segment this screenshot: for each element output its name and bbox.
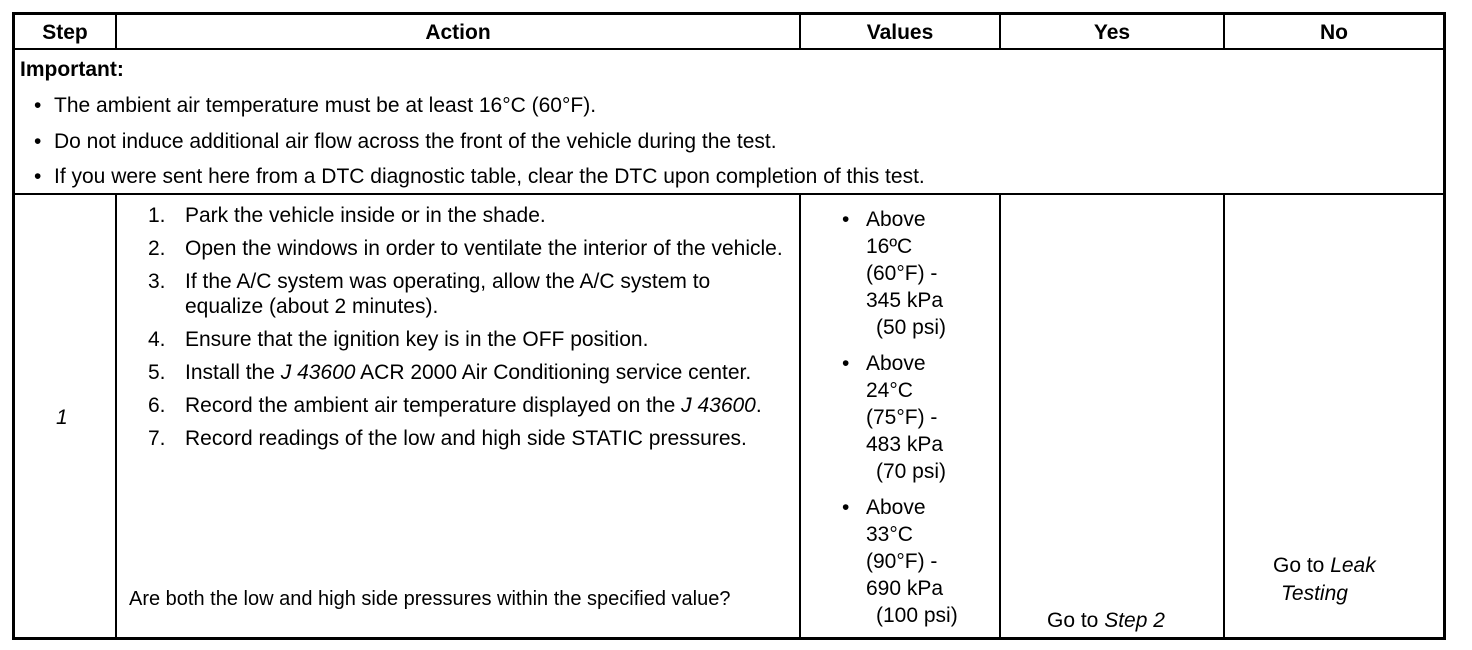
value-line: Above <box>866 208 926 231</box>
action-text: Record readings of the low and high side STATIC pressures. <box>185 427 747 450</box>
col-divider <box>999 195 1001 640</box>
action-number: 6. <box>148 394 166 417</box>
action-number: 2. <box>148 237 166 260</box>
header-step: Step <box>42 21 88 44</box>
value-line: 33°C <box>866 523 913 546</box>
bullet-icon: • <box>842 496 850 519</box>
important-bullet-text: Do not induce additional air flow across the front of the vehicle during the test. <box>54 130 777 153</box>
important-bullet <box>34 94 597 118</box>
step-2-link[interactable]: Step 2 <box>1104 609 1165 632</box>
value-line: 345 kPa <box>866 289 944 312</box>
value-line: (90°F) - <box>866 550 938 573</box>
action-item <box>130 269 790 319</box>
value-line: 690 kPa <box>866 577 944 600</box>
action-item <box>130 327 790 352</box>
important-bullet-text: If you were sent here from a DTC diagnostic table, clear the DTC upon completion of this test. <box>54 165 925 188</box>
value-line: (60°F) - <box>866 262 938 285</box>
action-text: Ensure that the ignition key is in the OFF position. <box>185 328 649 351</box>
step-number: 1 <box>56 406 68 429</box>
action-question: Are both the low and high side pressures within the specified value? <box>129 588 731 610</box>
bullet-icon: • <box>842 208 850 231</box>
action-text: Park the vehicle inside or in the shade. <box>185 204 546 227</box>
important-bullet <box>34 130 777 154</box>
bullet-icon: • <box>34 165 42 188</box>
header-no: No <box>1320 21 1348 44</box>
action-item <box>130 360 790 385</box>
tool-reference: J 43600 <box>681 394 756 417</box>
col-divider <box>1223 195 1225 640</box>
action-list <box>130 203 790 459</box>
bullet-icon: • <box>34 94 42 117</box>
important-title: Important: <box>20 58 124 81</box>
action-item <box>130 426 790 451</box>
header-divider <box>15 48 1443 50</box>
header-yes: Yes <box>1093 21 1131 44</box>
action-text-pre: Install the <box>185 361 281 384</box>
col-divider <box>799 15 801 48</box>
col-divider <box>115 195 117 640</box>
action-number: 4. <box>148 328 166 351</box>
no-text: Go to <box>1273 554 1331 577</box>
value-line: (50 psi) <box>876 316 947 339</box>
bullet-icon: • <box>34 130 42 153</box>
action-text: If the A/C system was operating, allow the A/C system to equalize (about 2 minutes). <box>185 270 711 318</box>
value-line: 24°C <box>866 379 913 402</box>
value-line: Above <box>866 496 926 519</box>
tool-reference: J 43600 <box>280 361 356 384</box>
value-line: Above <box>866 352 926 375</box>
important-divider <box>15 193 1443 195</box>
action-text-post: ACR 2000 Air Conditioning service center. <box>355 361 752 384</box>
value-line: (70 psi) <box>876 460 947 483</box>
action-text-pre: Record the ambient air temperature displayed on the <box>185 394 682 417</box>
action-item <box>130 236 790 261</box>
value-item <box>842 494 992 629</box>
no-outcome <box>1273 552 1376 608</box>
value-item <box>842 350 992 485</box>
col-divider <box>999 15 1001 48</box>
value-line: 16ºC <box>866 235 913 258</box>
header-values: Values <box>866 21 934 44</box>
values-list <box>842 206 992 638</box>
value-line: (100 psi) <box>876 604 958 627</box>
col-divider <box>1223 15 1225 48</box>
col-divider <box>115 15 117 48</box>
col-divider <box>799 195 801 640</box>
action-item <box>130 203 790 228</box>
leak-testing-link[interactable]: Leak <box>1330 554 1376 577</box>
important-bullet <box>34 165 925 189</box>
action-number: 1. <box>148 204 166 227</box>
value-line: 483 kPa <box>866 433 944 456</box>
leak-testing-link[interactable]: Testing <box>1281 582 1348 605</box>
bullet-icon: • <box>842 352 850 375</box>
yes-text: Go to <box>1047 609 1105 632</box>
important-bullet-text: The ambient air temperature must be at least 16°C (60°F). <box>54 94 597 117</box>
action-number: 5. <box>148 361 166 384</box>
action-item <box>130 393 790 418</box>
yes-outcome <box>1047 609 1165 633</box>
action-text-post: . <box>755 394 762 417</box>
action-text: Open the windows in order to ventilate the interior of the vehicle. <box>185 237 783 260</box>
header-action: Action <box>425 21 491 44</box>
value-item <box>842 206 992 341</box>
value-line: (75°F) - <box>866 406 938 429</box>
action-number: 7. <box>148 427 166 450</box>
action-number: 3. <box>148 270 166 293</box>
